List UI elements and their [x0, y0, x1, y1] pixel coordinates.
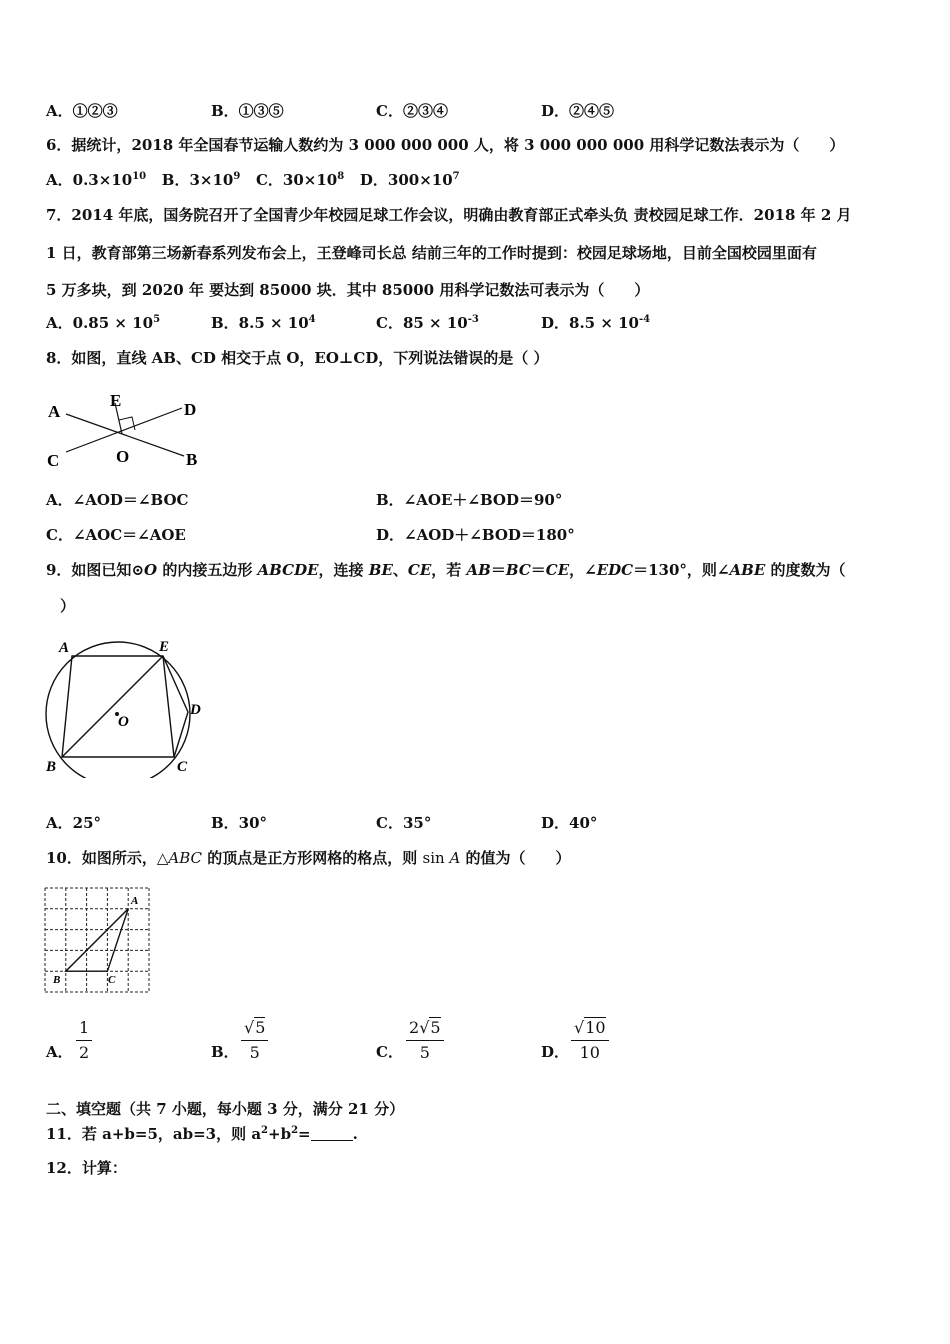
label-o: O [118, 714, 129, 730]
label-o: O [116, 447, 130, 466]
label-a: A [48, 402, 61, 421]
q8-options-row-1 [46, 490, 906, 510]
segment-be [62, 656, 163, 757]
q10-options: A． 1 2 B． √5 5 C． 2√5 5 D． √10 10 [46, 1018, 906, 1068]
label-d: D [184, 400, 197, 419]
q8-intersecting-lines-figure [44, 386, 206, 472]
fraction: 2√5 5 [406, 1018, 444, 1063]
q5-option-a: A．①②③ [46, 102, 118, 120]
label-e: E [110, 391, 122, 410]
section-2-heading: 二、填空题（共 7 小题，每小题 3 分，满分 21 分） [46, 1100, 405, 1118]
q6-option-b: B．$3\times 10^9$ [161, 171, 241, 189]
q5-option-c: C．②③④ [376, 102, 448, 120]
q8-option-b: B．∠AOE＋∠BOD＝90° [376, 491, 563, 509]
q11-stem: 11．若 a+b=5，ab=3，则 $a^2+b^2=$ . [46, 1125, 358, 1143]
label-c: C [108, 974, 116, 986]
q6-options [46, 170, 460, 190]
q10-stem: 10．如图所示，△ABC 的顶点是正方形网格的格点，则 sin A 的值为（ ） [46, 849, 571, 867]
q5-option-b: B．①③⑤ [211, 102, 284, 120]
q9-options [46, 813, 906, 833]
q9-stem-line-1: 9．如图已知⊙O 的内接五边形 ABCDE，连接 BE、CE，若 AB＝BC＝CE，∠EDC＝130°，则∠ABE 的度数为（ [46, 561, 846, 579]
segment-ce [163, 656, 174, 757]
label-a: A [131, 895, 139, 907]
fraction: √10 10 [571, 1018, 609, 1063]
q9-option-d: D．40° [541, 814, 598, 832]
label-a: A [59, 640, 70, 656]
q5-option-d: D．②④⑤ [541, 102, 615, 120]
q7-option-b: B．$8.5 \times 10^4$ [211, 314, 316, 332]
label-b: B [186, 450, 198, 469]
label-c: C [47, 451, 60, 470]
label-b: B [53, 974, 61, 986]
label-d: D [190, 702, 201, 718]
q9-option-a: A．25° [46, 814, 102, 832]
q11-answer-blank[interactable] [311, 1126, 353, 1141]
q10-grid-triangle-figure [44, 887, 152, 995]
label-c: C [177, 759, 188, 775]
q7-line-3: 5 万多块，到 2020 年 要达到 85000 块．其中 85000 用科学记数法可表示为（ ） [46, 281, 650, 299]
q5-options [46, 101, 906, 121]
q7-line-2: 1 日，教育部第三场新春系列发布会上，王登峰司长总 结前三年的工作时提到：校园足球场地，目前全国校园里面有 [46, 244, 817, 262]
q7-options [46, 313, 906, 333]
q8-options-row-2 [46, 525, 906, 545]
q8-option-c: C．∠AOC＝∠AOE [46, 526, 186, 544]
q8-stem: 8．如图，直线 AB、CD 相交于点 O，EO⊥CD，下列说法错误的是（ ） [46, 349, 549, 367]
q7-option-a: A．$0.85 \times 10^5$ [46, 314, 161, 332]
q12-stem: 12．计算： [46, 1159, 127, 1177]
q9-option-c: C．35° [376, 814, 432, 832]
q8-option-a: A．∠AOD＝∠BOC [46, 491, 189, 509]
q7-line-1: 7．2014 年底，国务院召开了全国青少年校园足球工作会议，明确由教育部正式牵头负 责校园足球工作．2018 年 2 月 [46, 206, 852, 224]
q7-option-c: C．$85 \times 10^{-3}$ [376, 314, 479, 332]
triangle-abc [66, 909, 128, 971]
label-b: B [46, 759, 57, 775]
q6-option-c: C．$30\times 10^8$ [255, 171, 345, 189]
q7-option-d: D．$8.5 \times 10^{-4}$ [541, 314, 651, 332]
line-cd [66, 408, 182, 452]
q6-option-a: A．$0.3\times 10^{10}$ [46, 171, 147, 189]
right-angle-mark [119, 417, 135, 430]
q9-stem-line-2: ） [60, 597, 76, 615]
label-e: E [159, 639, 170, 655]
q8-option-d: D．∠AOD＋∠BOD＝180° [376, 526, 575, 544]
fraction: √5 5 [241, 1018, 268, 1063]
q9-circle-pentagon-figure [40, 636, 210, 778]
q9-option-b: B．30° [211, 814, 268, 832]
q6-option-d: D．$300\times 10^7$ [359, 171, 460, 189]
q6-stem: 6．据统计，2018 年全国春节运输人数约为 3 000 000 000 人，将 3 000 000 000 用科学记数法表示为（ ） [46, 136, 845, 154]
fraction: 1 2 [76, 1018, 92, 1063]
